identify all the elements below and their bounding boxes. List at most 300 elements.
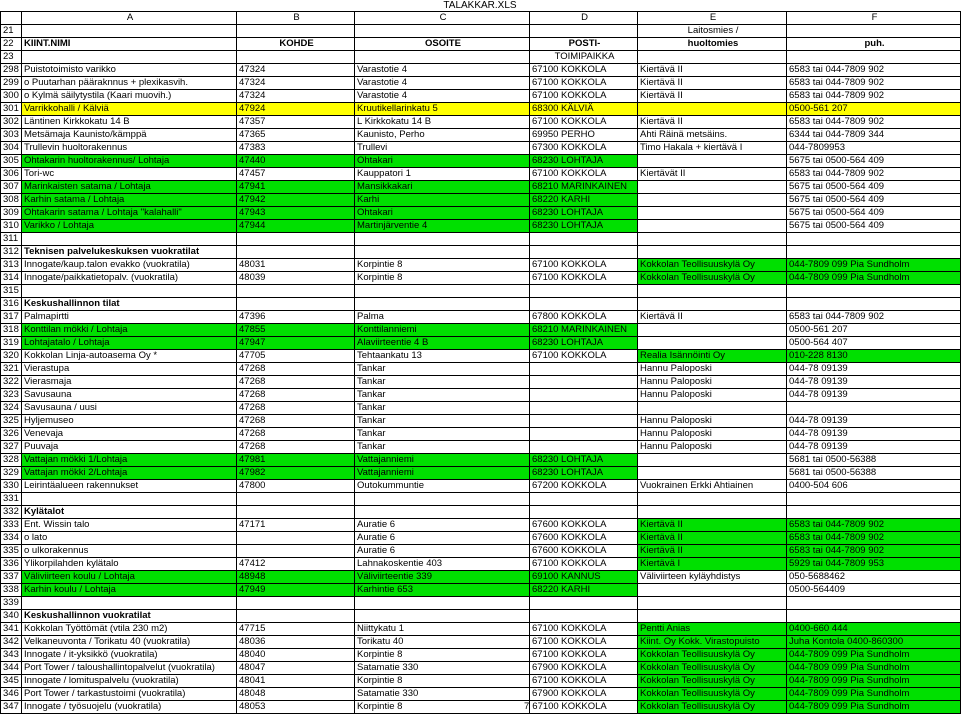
- table-cell[interactable]: 044-78 09139: [787, 363, 961, 376]
- table-cell[interactable]: Kiint. Oy Kokk. Virastopuisto: [638, 636, 787, 649]
- table-cell[interactable]: 5675 tai 0500-564 409: [787, 181, 961, 194]
- table-cell[interactable]: 68210 MARINKAINEN: [530, 324, 638, 337]
- table-cell[interactable]: [530, 415, 638, 428]
- table-cell[interactable]: Satamatie 330: [355, 688, 530, 701]
- table-cell[interactable]: 69950 PERHO: [530, 129, 638, 142]
- table-cell[interactable]: [22, 51, 237, 64]
- table-cell[interactable]: Satamatie 330: [355, 662, 530, 675]
- row-number[interactable]: 327: [1, 441, 22, 454]
- table-cell[interactable]: 47396: [237, 311, 355, 324]
- row-number[interactable]: 326: [1, 428, 22, 441]
- table-cell[interactable]: [355, 285, 530, 298]
- table-cell[interactable]: Hannu Paloposki: [638, 389, 787, 402]
- column-header[interactable]: A: [22, 12, 237, 25]
- table-cell[interactable]: 47942: [237, 194, 355, 207]
- table-cell[interactable]: Lahnakoskentie 403: [355, 558, 530, 571]
- table-cell[interactable]: [530, 506, 638, 519]
- table-cell[interactable]: 67100 KOKKOLA: [530, 168, 638, 181]
- table-cell[interactable]: 47715: [237, 623, 355, 636]
- table-cell[interactable]: Palma: [355, 311, 530, 324]
- table-cell[interactable]: 67200 KOKKOLA: [530, 480, 638, 493]
- table-cell[interactable]: Hannu Paloposki: [638, 376, 787, 389]
- table-cell[interactable]: 6583 tai 044-7809 902: [787, 64, 961, 77]
- table-cell[interactable]: Kiertävä II: [638, 545, 787, 558]
- table-cell[interactable]: 67100 KOKKOLA: [530, 350, 638, 363]
- row-number[interactable]: 310: [1, 220, 22, 233]
- table-cell[interactable]: 6583 tai 044-7809 902: [787, 545, 961, 558]
- table-cell[interactable]: [638, 584, 787, 597]
- row-number[interactable]: 306: [1, 168, 22, 181]
- table-cell[interactable]: [22, 233, 237, 246]
- table-cell[interactable]: [355, 493, 530, 506]
- table-cell[interactable]: [638, 324, 787, 337]
- table-cell[interactable]: [237, 233, 355, 246]
- table-cell[interactable]: Ent. Wissin talo: [22, 519, 237, 532]
- table-cell[interactable]: 47705: [237, 350, 355, 363]
- table-cell[interactable]: huoltomies: [638, 38, 787, 51]
- table-cell[interactable]: o Kylmä säilytystila (Kaari muovih.): [22, 90, 237, 103]
- table-cell[interactable]: 044-7809953: [787, 142, 961, 155]
- row-number[interactable]: 344: [1, 662, 22, 675]
- table-cell[interactable]: 67800 KOKKOLA: [530, 311, 638, 324]
- table-cell[interactable]: [787, 506, 961, 519]
- table-cell[interactable]: Metsämaja Kaunisto/kämppä: [22, 129, 237, 142]
- table-cell[interactable]: Kokkolan Teollisuuskylä Oy: [638, 662, 787, 675]
- table-cell[interactable]: 67100 KOKKOLA: [530, 636, 638, 649]
- row-number[interactable]: 346: [1, 688, 22, 701]
- table-cell[interactable]: [530, 441, 638, 454]
- table-cell[interactable]: Korpintie 8: [355, 675, 530, 688]
- table-cell[interactable]: [530, 233, 638, 246]
- column-header[interactable]: D: [530, 12, 638, 25]
- table-cell[interactable]: Tori-wc: [22, 168, 237, 181]
- table-cell[interactable]: 044-7809 099 Pia Sundholm: [787, 259, 961, 272]
- table-cell[interactable]: [787, 493, 961, 506]
- table-cell[interactable]: Tankar: [355, 415, 530, 428]
- table-cell[interactable]: Martinjärventie 4: [355, 220, 530, 233]
- table-cell[interactable]: 47268: [237, 376, 355, 389]
- table-cell[interactable]: [638, 467, 787, 480]
- table-cell[interactable]: Laitosmies /: [638, 25, 787, 38]
- table-cell[interactable]: 0400-504 606: [787, 480, 961, 493]
- table-cell[interactable]: 5675 tai 0500-564 409: [787, 155, 961, 168]
- table-cell[interactable]: Keskushallinnon tilat: [22, 298, 237, 311]
- table-cell[interactable]: Vattajan mökki 2/Lohtaja: [22, 467, 237, 480]
- column-header[interactable]: B: [237, 12, 355, 25]
- table-cell[interactable]: 47924: [237, 103, 355, 116]
- table-cell[interactable]: Puuvaja: [22, 441, 237, 454]
- table-cell[interactable]: 47949: [237, 584, 355, 597]
- table-cell[interactable]: Väliviirteen koulu / Lohtaja: [22, 571, 237, 584]
- table-cell[interactable]: [355, 25, 530, 38]
- table-cell[interactable]: [530, 597, 638, 610]
- table-cell[interactable]: [787, 285, 961, 298]
- table-cell[interactable]: Hannu Paloposki: [638, 363, 787, 376]
- row-number[interactable]: 332: [1, 506, 22, 519]
- table-cell[interactable]: o ulkorakennus: [22, 545, 237, 558]
- table-cell[interactable]: 48948: [237, 571, 355, 584]
- table-cell[interactable]: Hannu Paloposki: [638, 415, 787, 428]
- table-cell[interactable]: 67100 KOKKOLA: [530, 649, 638, 662]
- table-cell[interactable]: Karhintie 653: [355, 584, 530, 597]
- table-cell[interactable]: Kiertävä II: [638, 116, 787, 129]
- table-cell[interactable]: [638, 233, 787, 246]
- table-cell[interactable]: 67100 KOKKOLA: [530, 259, 638, 272]
- table-cell[interactable]: Konttilanniemi: [355, 324, 530, 337]
- table-cell[interactable]: 67100 KOKKOLA: [530, 64, 638, 77]
- table-cell[interactable]: 67300 KOKKOLA: [530, 142, 638, 155]
- table-cell[interactable]: o Puutarhan pääraknnus + plexikasvih.: [22, 77, 237, 90]
- row-number[interactable]: 341: [1, 623, 22, 636]
- table-cell[interactable]: [638, 454, 787, 467]
- table-cell[interactable]: Varikko / Lohtaja: [22, 220, 237, 233]
- table-cell[interactable]: 044-78 09139: [787, 376, 961, 389]
- table-cell[interactable]: 48041: [237, 675, 355, 688]
- table-cell[interactable]: [787, 298, 961, 311]
- table-cell[interactable]: 5675 tai 0500-564 409: [787, 194, 961, 207]
- table-cell[interactable]: 044-78 09139: [787, 441, 961, 454]
- table-cell[interactable]: Innogate/paikkatietopalv. (vuokratila): [22, 272, 237, 285]
- row-number[interactable]: 21: [1, 25, 22, 38]
- table-cell[interactable]: [355, 610, 530, 623]
- table-cell[interactable]: [237, 493, 355, 506]
- row-number[interactable]: 329: [1, 467, 22, 480]
- table-cell[interactable]: Kiertävä I: [638, 558, 787, 571]
- table-cell[interactable]: 5675 tai 0500-564 409: [787, 207, 961, 220]
- row-number[interactable]: 318: [1, 324, 22, 337]
- table-cell[interactable]: 67600 KOKKOLA: [530, 519, 638, 532]
- table-cell[interactable]: [22, 597, 237, 610]
- row-number[interactable]: 300: [1, 90, 22, 103]
- table-cell[interactable]: 5681 tai 0500-56388: [787, 454, 961, 467]
- table-cell[interactable]: 5681 tai 0500-56388: [787, 467, 961, 480]
- row-number[interactable]: 336: [1, 558, 22, 571]
- table-cell[interactable]: [530, 428, 638, 441]
- table-cell[interactable]: [787, 51, 961, 64]
- table-cell[interactable]: [638, 285, 787, 298]
- table-cell[interactable]: 044-78 09139: [787, 428, 961, 441]
- row-number[interactable]: 331: [1, 493, 22, 506]
- table-cell[interactable]: Kokkolan Teollisuuskylä Oy: [638, 649, 787, 662]
- row-number[interactable]: 302: [1, 116, 22, 129]
- row-number[interactable]: 301: [1, 103, 22, 116]
- table-cell[interactable]: Leirintäalueen rakennukset: [22, 480, 237, 493]
- table-cell[interactable]: Korpintie 8: [355, 272, 530, 285]
- table-cell[interactable]: Läntinen Kirkkokatu 14 B: [22, 116, 237, 129]
- table-cell[interactable]: 47324: [237, 90, 355, 103]
- row-number[interactable]: 320: [1, 350, 22, 363]
- table-cell[interactable]: 68210 MARINKAINEN: [530, 181, 638, 194]
- table-cell[interactable]: Auratie 6: [355, 519, 530, 532]
- table-cell[interactable]: Kiertävä II: [638, 519, 787, 532]
- table-cell[interactable]: Hannu Paloposki: [638, 441, 787, 454]
- table-cell[interactable]: [530, 285, 638, 298]
- table-cell[interactable]: 68300 KÄLVIÄ: [530, 103, 638, 116]
- table-cell[interactable]: KIINT.NIMI: [22, 38, 237, 51]
- row-number[interactable]: 340: [1, 610, 22, 623]
- row-number[interactable]: 305: [1, 155, 22, 168]
- table-cell[interactable]: 48047: [237, 662, 355, 675]
- table-cell[interactable]: [638, 506, 787, 519]
- table-cell[interactable]: 68230 LOHTAJA: [530, 207, 638, 220]
- table-cell[interactable]: 47268: [237, 389, 355, 402]
- row-number[interactable]: 22: [1, 38, 22, 51]
- row-number[interactable]: 328: [1, 454, 22, 467]
- table-cell[interactable]: 47365: [237, 129, 355, 142]
- table-cell[interactable]: 48039: [237, 272, 355, 285]
- table-cell[interactable]: 68230 LOHTAJA: [530, 220, 638, 233]
- table-cell[interactable]: Varastotie 4: [355, 90, 530, 103]
- table-cell[interactable]: 48053: [237, 701, 355, 714]
- table-cell[interactable]: Tankar: [355, 363, 530, 376]
- table-cell[interactable]: Ylikorpilahden kylätalo: [22, 558, 237, 571]
- table-cell[interactable]: 47440: [237, 155, 355, 168]
- table-cell[interactable]: 6583 tai 044-7809 902: [787, 77, 961, 90]
- table-cell[interactable]: [787, 233, 961, 246]
- table-cell[interactable]: [237, 610, 355, 623]
- table-cell[interactable]: KOHDE: [237, 38, 355, 51]
- table-cell[interactable]: Palmapirtti: [22, 311, 237, 324]
- table-cell[interactable]: Kaunisto, Perho: [355, 129, 530, 142]
- table-cell[interactable]: 67900 KOKKOLA: [530, 662, 638, 675]
- table-cell[interactable]: 47268: [237, 441, 355, 454]
- row-number[interactable]: 324: [1, 402, 22, 415]
- table-cell[interactable]: Kruutikellarinkatu 5: [355, 103, 530, 116]
- table-cell[interactable]: Auratie 6: [355, 532, 530, 545]
- table-cell[interactable]: Vattajanniemi: [355, 454, 530, 467]
- table-cell[interactable]: [530, 402, 638, 415]
- table-cell[interactable]: 010-228 8130: [787, 350, 961, 363]
- table-cell[interactable]: 68220 KARHI: [530, 194, 638, 207]
- table-cell[interactable]: 67100 KOKKOLA: [530, 272, 638, 285]
- table-cell[interactable]: TOIMIPAIKKA: [530, 51, 638, 64]
- table-cell[interactable]: 47943: [237, 207, 355, 220]
- table-cell[interactable]: Korpintie 8: [355, 649, 530, 662]
- table-cell[interactable]: 6583 tai 044-7809 902: [787, 311, 961, 324]
- table-cell[interactable]: Auratie 6: [355, 545, 530, 558]
- table-cell[interactable]: Mansikkakari: [355, 181, 530, 194]
- table-cell[interactable]: 044-7809 099 Pia Sundholm: [787, 662, 961, 675]
- table-cell[interactable]: [638, 298, 787, 311]
- table-cell[interactable]: 5929 tai 044-7809 953: [787, 558, 961, 571]
- table-cell[interactable]: 47981: [237, 454, 355, 467]
- table-cell[interactable]: Kokkolan Teollisuuskylä Oy: [638, 688, 787, 701]
- table-cell[interactable]: [638, 246, 787, 259]
- table-cell[interactable]: [638, 337, 787, 350]
- column-header[interactable]: E: [638, 12, 787, 25]
- table-cell[interactable]: [787, 402, 961, 415]
- table-cell[interactable]: Tankar: [355, 441, 530, 454]
- row-number[interactable]: 304: [1, 142, 22, 155]
- row-number[interactable]: 323: [1, 389, 22, 402]
- table-cell[interactable]: Hannu Paloposki: [638, 428, 787, 441]
- row-number[interactable]: 334: [1, 532, 22, 545]
- table-cell[interactable]: Vierasmaja: [22, 376, 237, 389]
- table-cell[interactable]: Savusauna: [22, 389, 237, 402]
- table-cell[interactable]: Alaviirteentie 4 B: [355, 337, 530, 350]
- table-cell[interactable]: Kokkolan Työttömät (vtila 230 m2): [22, 623, 237, 636]
- table-cell[interactable]: 044-7809 099 Pia Sundholm: [787, 272, 961, 285]
- table-cell[interactable]: 69100 KANNUS: [530, 571, 638, 584]
- table-cell[interactable]: 48040: [237, 649, 355, 662]
- table-cell[interactable]: 0500-564 407: [787, 337, 961, 350]
- table-cell[interactable]: 68230 LOHTAJA: [530, 454, 638, 467]
- table-cell[interactable]: [638, 155, 787, 168]
- table-cell[interactable]: 6583 tai 044-7809 902: [787, 90, 961, 103]
- table-cell[interactable]: Karhi: [355, 194, 530, 207]
- row-number[interactable]: 23: [1, 51, 22, 64]
- table-cell[interactable]: 67100 KOKKOLA: [530, 77, 638, 90]
- table-cell[interactable]: Konttilan mökki / Lohtaja: [22, 324, 237, 337]
- row-number[interactable]: 347: [1, 701, 22, 714]
- table-cell[interactable]: 68230 LOHTAJA: [530, 337, 638, 350]
- table-cell[interactable]: [638, 181, 787, 194]
- table-cell[interactable]: 044-7809 099 Pia Sundholm: [787, 675, 961, 688]
- table-cell[interactable]: 47457: [237, 168, 355, 181]
- table-cell[interactable]: 67100 KOKKOLA: [530, 116, 638, 129]
- table-cell[interactable]: 68220 KARHI: [530, 584, 638, 597]
- table-cell[interactable]: Tankar: [355, 402, 530, 415]
- table-cell[interactable]: Vierastupa: [22, 363, 237, 376]
- table-cell[interactable]: 044-78 09139: [787, 415, 961, 428]
- column-header[interactable]: C: [355, 12, 530, 25]
- table-cell[interactable]: puh.: [787, 38, 961, 51]
- table-cell[interactable]: Keskushallinnon vuokratilat: [22, 610, 237, 623]
- table-cell[interactable]: 67600 KOKKOLA: [530, 532, 638, 545]
- row-number[interactable]: 335: [1, 545, 22, 558]
- table-cell[interactable]: Lohtajatalo / Lohtaja: [22, 337, 237, 350]
- row-number[interactable]: 325: [1, 415, 22, 428]
- table-cell[interactable]: Ohtakarin satama / Lohtaja "kalahalli": [22, 207, 237, 220]
- row-number[interactable]: 317: [1, 311, 22, 324]
- table-cell[interactable]: OSOITE: [355, 38, 530, 51]
- table-cell[interactable]: [638, 103, 787, 116]
- table-cell[interactable]: [237, 545, 355, 558]
- table-cell[interactable]: Juha Kontola 0400-860300: [787, 636, 961, 649]
- table-cell[interactable]: 050-5688462: [787, 571, 961, 584]
- table-cell[interactable]: 47412: [237, 558, 355, 571]
- table-cell[interactable]: Kiertävä II: [638, 532, 787, 545]
- table-cell[interactable]: Innogate / it-yksikkö (vuokratila): [22, 649, 237, 662]
- table-cell[interactable]: 044-7809 099 Pia Sundholm: [787, 701, 961, 714]
- table-cell[interactable]: Kiertävä II: [638, 90, 787, 103]
- table-cell[interactable]: Tankar: [355, 389, 530, 402]
- table-cell[interactable]: 6344 tai 044-7809 344: [787, 129, 961, 142]
- table-cell[interactable]: Kiertävät II: [638, 168, 787, 181]
- table-cell[interactable]: Tehtaankatu 13: [355, 350, 530, 363]
- table-cell[interactable]: [355, 506, 530, 519]
- row-number[interactable]: 343: [1, 649, 22, 662]
- table-cell[interactable]: [638, 402, 787, 415]
- table-cell[interactable]: L Kirkkokatu 14 B: [355, 116, 530, 129]
- table-cell[interactable]: 47357: [237, 116, 355, 129]
- table-cell[interactable]: 47268: [237, 428, 355, 441]
- table-cell[interactable]: [530, 363, 638, 376]
- table-cell[interactable]: Kokkolan Teollisuuskylä Oy: [638, 272, 787, 285]
- table-cell[interactable]: Kokkolan Teollisuuskylä Oy: [638, 259, 787, 272]
- row-number[interactable]: 339: [1, 597, 22, 610]
- table-cell[interactable]: 6583 tai 044-7809 902: [787, 168, 961, 181]
- table-cell[interactable]: [237, 506, 355, 519]
- table-cell[interactable]: 67900 KOKKOLA: [530, 688, 638, 701]
- table-cell[interactable]: Kylätalot: [22, 506, 237, 519]
- table-cell[interactable]: Venevaja: [22, 428, 237, 441]
- table-cell[interactable]: Vuokrainen Erkki Ahtiainen: [638, 480, 787, 493]
- table-cell[interactable]: Trullevin huoltorakennus: [22, 142, 237, 155]
- table-cell[interactable]: 044-7809 099 Pia Sundholm: [787, 649, 961, 662]
- row-number[interactable]: 322: [1, 376, 22, 389]
- row-number[interactable]: 308: [1, 194, 22, 207]
- table-cell[interactable]: 47800: [237, 480, 355, 493]
- table-cell[interactable]: 5675 tai 0500-564 409: [787, 220, 961, 233]
- table-cell[interactable]: Väliviirteen kyläyhdistys: [638, 571, 787, 584]
- table-cell[interactable]: 47383: [237, 142, 355, 155]
- table-cell[interactable]: [355, 51, 530, 64]
- table-cell[interactable]: 0500-564409: [787, 584, 961, 597]
- table-cell[interactable]: 6583 tai 044-7809 902: [787, 116, 961, 129]
- table-cell[interactable]: [530, 25, 638, 38]
- table-cell[interactable]: [524, 701, 638, 714]
- column-header[interactable]: [1, 12, 22, 25]
- table-cell[interactable]: [22, 25, 237, 38]
- row-number[interactable]: 299: [1, 77, 22, 90]
- table-cell[interactable]: Innogate / työsuojelu (vuokratila): [22, 701, 237, 714]
- row-number[interactable]: 303: [1, 129, 22, 142]
- table-cell[interactable]: 68230 LOHTAJA: [530, 155, 638, 168]
- table-cell[interactable]: Vattajanniemi: [355, 467, 530, 480]
- table-cell[interactable]: Kiertävä II: [638, 64, 787, 77]
- table-cell[interactable]: Vattajan mökki 1/Lohtaja: [22, 454, 237, 467]
- row-number[interactable]: 311: [1, 233, 22, 246]
- table-cell[interactable]: Korpintie 8: [355, 259, 530, 272]
- table-cell[interactable]: Hyljemuseo: [22, 415, 237, 428]
- row-number[interactable]: 307: [1, 181, 22, 194]
- table-cell[interactable]: Pentti Anias: [638, 623, 787, 636]
- table-cell[interactable]: Kokkolan Teollisuuskylä Oy: [638, 675, 787, 688]
- row-number[interactable]: 315: [1, 285, 22, 298]
- table-cell[interactable]: 47855: [237, 324, 355, 337]
- table-cell[interactable]: 47941: [237, 181, 355, 194]
- table-cell[interactable]: [787, 597, 961, 610]
- table-cell[interactable]: [638, 493, 787, 506]
- table-cell[interactable]: Savusauna / uusi: [22, 402, 237, 415]
- table-cell[interactable]: Karhin satama / Lohtaja: [22, 194, 237, 207]
- table-cell[interactable]: 67100 KOKKOLA: [530, 623, 638, 636]
- row-number[interactable]: 312: [1, 246, 22, 259]
- table-cell[interactable]: [638, 194, 787, 207]
- table-cell[interactable]: [237, 51, 355, 64]
- table-cell[interactable]: Teknisen palvelukeskuksen vuokratilat: [22, 246, 237, 259]
- table-cell[interactable]: 47947: [237, 337, 355, 350]
- table-cell[interactable]: Ohtakarin huoltorakennus/ Lohtaja: [22, 155, 237, 168]
- row-number[interactable]: 345: [1, 675, 22, 688]
- table-cell[interactable]: [530, 610, 638, 623]
- table-cell[interactable]: Torikatu 40: [355, 636, 530, 649]
- row-number[interactable]: 333: [1, 519, 22, 532]
- table-cell[interactable]: 47268: [237, 402, 355, 415]
- table-cell[interactable]: 67100 KOKKOLA: [530, 90, 638, 103]
- table-cell[interactable]: [237, 597, 355, 610]
- table-cell[interactable]: Kokkolan Teollisuuskylä Oy: [638, 701, 787, 714]
- table-cell[interactable]: Tankar: [355, 428, 530, 441]
- table-cell[interactable]: [787, 25, 961, 38]
- table-cell[interactable]: Tankar: [355, 376, 530, 389]
- table-cell[interactable]: Kauppatori 1: [355, 168, 530, 181]
- table-cell[interactable]: [638, 610, 787, 623]
- table-cell[interactable]: 67100 KOKKOLA: [530, 675, 638, 688]
- table-cell[interactable]: [530, 298, 638, 311]
- row-number[interactable]: 342: [1, 636, 22, 649]
